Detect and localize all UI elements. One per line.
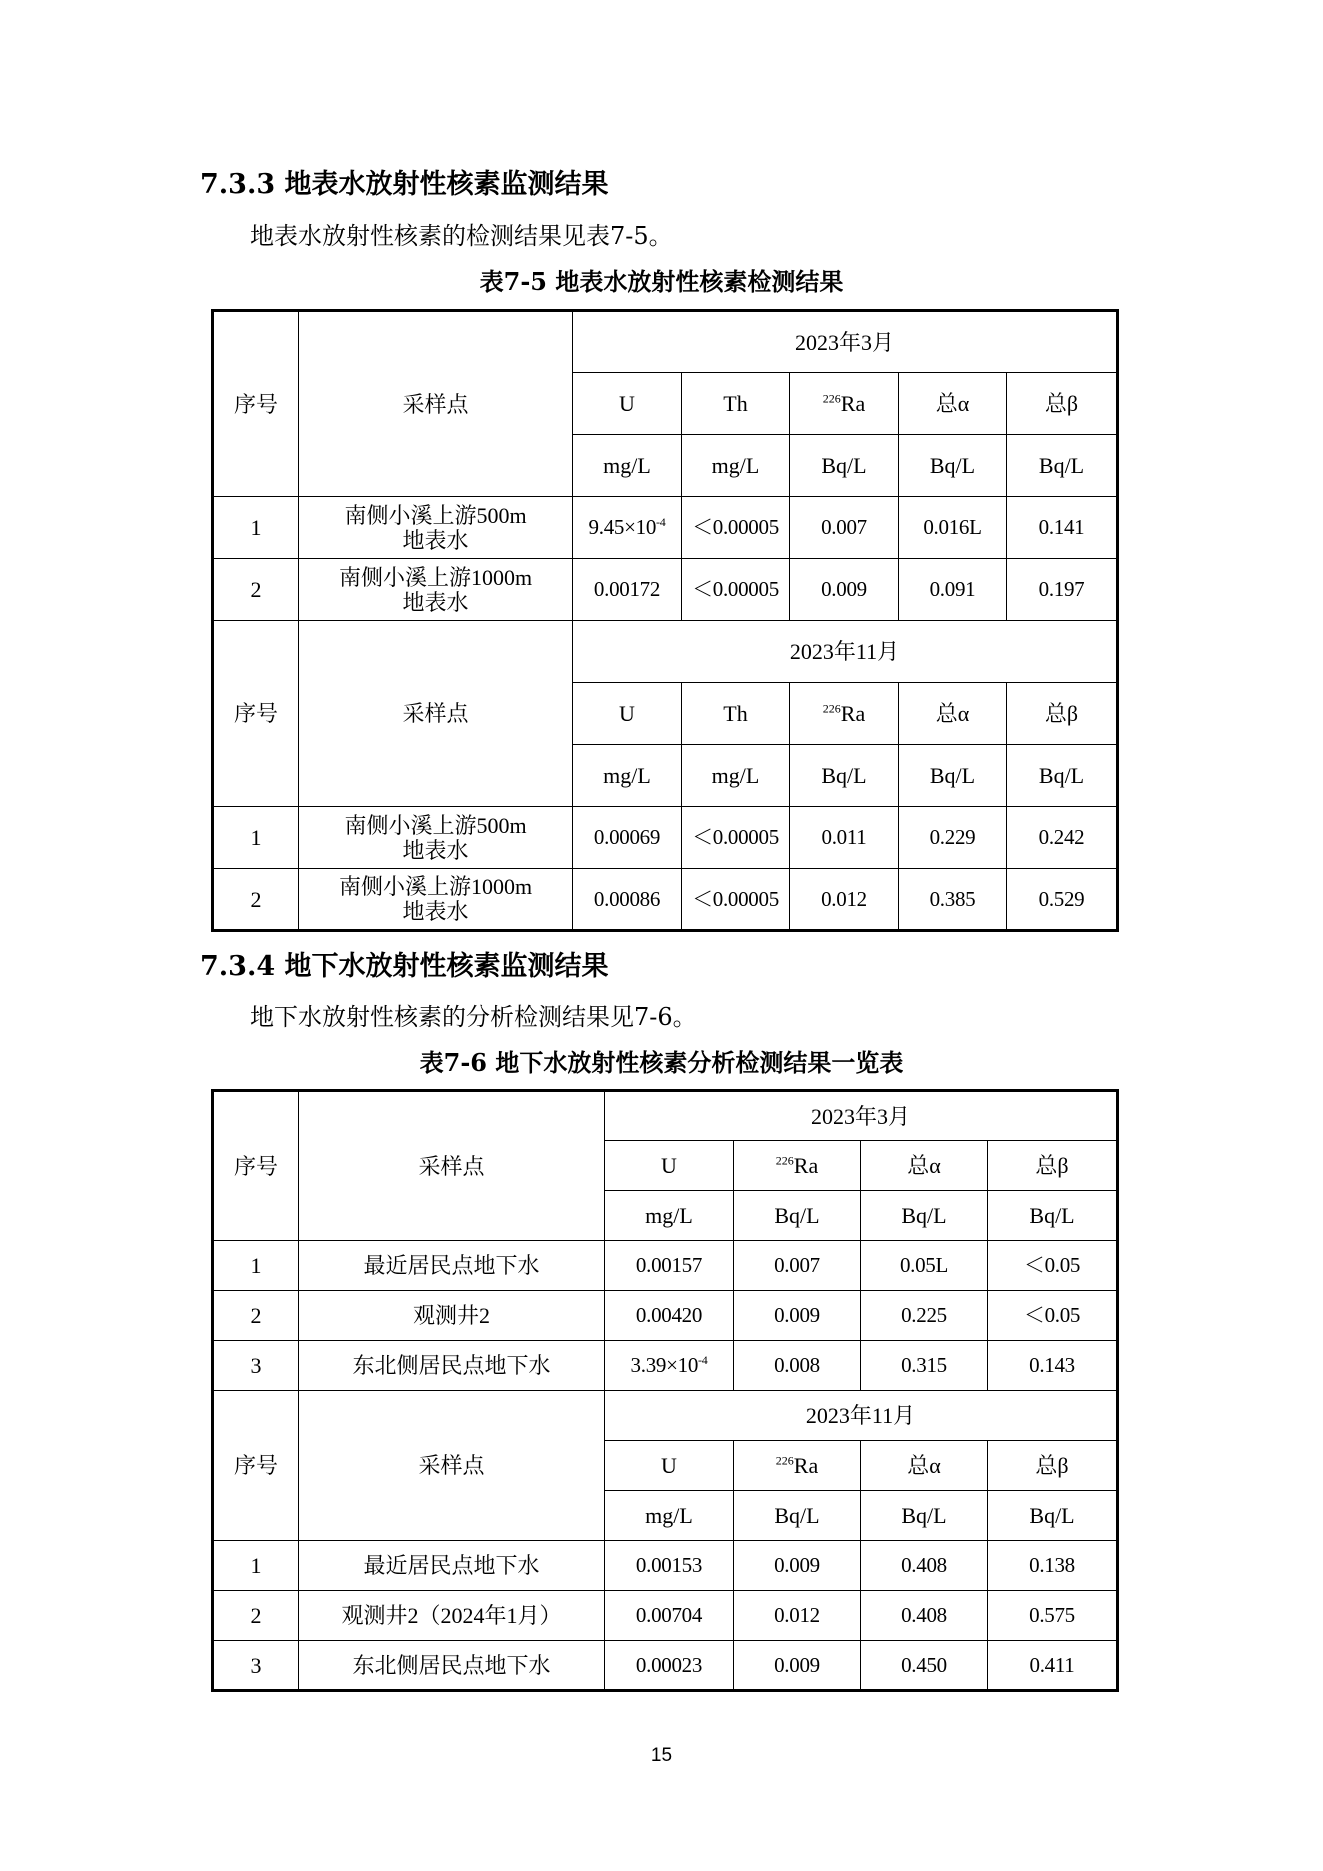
- nuclide-header: $^{226}$Ra: [734, 1441, 861, 1491]
- unit-header: Bq/L: [988, 1191, 1118, 1241]
- table-row: [213, 1291, 1118, 1341]
- sample-site: 东北侧居民点地下水: [299, 1341, 605, 1391]
- header-row-period: [213, 311, 1118, 373]
- unit-header: mg/L: [573, 435, 682, 497]
- value-cell: $9.45\times 10^{-4}$: [573, 497, 682, 559]
- value-cell: $3.39\times 10^{-4}$: [605, 1341, 734, 1391]
- col-header-no: 序号: [213, 621, 299, 807]
- period-header: 2023年11月: [605, 1391, 1118, 1441]
- nuclide-header: $^{226}$Ra: [790, 373, 899, 435]
- sample-site: 南侧小溪上游500m 地表水: [299, 497, 573, 559]
- value-cell: 0.408: [861, 1541, 988, 1591]
- row-number: 1: [213, 497, 299, 559]
- table-row: [213, 1591, 1118, 1641]
- value-cell: 0.009: [734, 1291, 861, 1341]
- table-row: [213, 1241, 1118, 1291]
- page-number: 15: [650, 1745, 673, 1766]
- unit-header: mg/L: [573, 745, 682, 807]
- nuclide-header: U: [605, 1441, 734, 1491]
- unit-header: Bq/L: [899, 435, 1007, 497]
- value-cell: 0.529: [1007, 869, 1118, 931]
- value-cell: 0.00704: [605, 1591, 734, 1641]
- mass-number: 226: [775, 1153, 794, 1168]
- section-heading-7-3-3: 7.3.3 地表水放射性核素监测结果: [200, 169, 609, 200]
- value-cell: 0.450: [861, 1641, 988, 1691]
- section-heading-7-3-4: 7.3.4 地下水放射性核素监测结果: [200, 951, 609, 982]
- row-number: 2: [213, 869, 299, 931]
- value-cell: 0.138: [988, 1541, 1118, 1591]
- table-caption-7-6: 表7-6 地下水放射性核素分析检测结果一览表: [419, 1048, 904, 1077]
- unit-header: Bq/L: [734, 1491, 861, 1541]
- value-cell: 0.575: [988, 1591, 1118, 1641]
- unit-header: mg/L: [682, 745, 790, 807]
- sample-site: 最近居民点地下水: [299, 1541, 605, 1591]
- nuclide-header: 总α: [899, 683, 1007, 745]
- table-row: [213, 1641, 1118, 1691]
- nuclide-header: U: [573, 373, 682, 435]
- value-cell: 0.00157: [605, 1241, 734, 1291]
- value-cell: 0.012: [790, 869, 899, 931]
- nuclide-header: 总β: [1007, 683, 1118, 745]
- header-row-period: [213, 1091, 1118, 1141]
- value-cell: 0.00086: [573, 869, 682, 931]
- value-cell: ＜0.00005: [682, 559, 790, 621]
- period-header: 2023年3月: [605, 1091, 1118, 1141]
- table-7-5: [211, 309, 1119, 932]
- nuclide-header: U: [573, 683, 682, 745]
- table-row: [213, 869, 1118, 931]
- exponent: -4: [698, 1353, 708, 1367]
- value-cell: 0.315: [861, 1341, 988, 1391]
- value-cell: 0.007: [734, 1241, 861, 1291]
- value-cell: 0.00172: [573, 559, 682, 621]
- nuclide-header: U: [605, 1141, 734, 1191]
- value-cell: ＜0.05: [988, 1241, 1118, 1291]
- value-cell: ＜0.00005: [682, 807, 790, 869]
- value-cell: 0.00023: [605, 1641, 734, 1691]
- unit-header: Bq/L: [734, 1191, 861, 1241]
- value-cell: ＜0.05: [988, 1291, 1118, 1341]
- table-row: [213, 559, 1118, 621]
- col-header-no: 序号: [213, 1091, 299, 1241]
- sample-site: 观测井2: [299, 1291, 605, 1341]
- value-cell: 0.009: [734, 1641, 861, 1691]
- row-number: 2: [213, 1591, 299, 1641]
- row-number: 1: [213, 1241, 299, 1291]
- row-number: 1: [213, 1541, 299, 1591]
- nuclide-header: 总α: [899, 373, 1007, 435]
- table-row: [213, 1541, 1118, 1591]
- unit-header: Bq/L: [790, 745, 899, 807]
- period-header: 2023年3月: [573, 311, 1118, 373]
- nuclide-header: 总α: [861, 1141, 988, 1191]
- table-row: [213, 497, 1118, 559]
- value-cell: 0.141: [1007, 497, 1118, 559]
- value-cell: 0.385: [899, 869, 1007, 931]
- unit-header: Bq/L: [988, 1491, 1118, 1541]
- value-cell: 0.009: [734, 1541, 861, 1591]
- unit-header: mg/L: [682, 435, 790, 497]
- nuclide-header: 总α: [861, 1441, 988, 1491]
- value-cell: 0.242: [1007, 807, 1118, 869]
- value-cell: 0.007: [790, 497, 899, 559]
- value-cell: 0.411: [988, 1641, 1118, 1691]
- nuclide-header: 总β: [988, 1141, 1118, 1191]
- header-row-period: [213, 621, 1118, 683]
- value-cell: 0.05L: [861, 1241, 988, 1291]
- table-row: [213, 807, 1118, 869]
- row-number: 2: [213, 1291, 299, 1341]
- sample-site: 南侧小溪上游1000m 地表水: [299, 869, 573, 931]
- section-intro-7-3-3: 地表水放射性核素的检测结果见表7-5。: [250, 222, 673, 250]
- nuclide-header: Th: [682, 683, 790, 745]
- value-cell: 0.229: [899, 807, 1007, 869]
- value-cell: 0.009: [790, 559, 899, 621]
- value-cell: 0.011: [790, 807, 899, 869]
- value-cell: 0.00153: [605, 1541, 734, 1591]
- sample-site: 南侧小溪上游1000m 地表水: [299, 559, 573, 621]
- value-cell: 0.408: [861, 1591, 988, 1641]
- nuclide-header: 总β: [988, 1441, 1118, 1491]
- row-number: 3: [213, 1641, 299, 1691]
- unit-header: Bq/L: [790, 435, 899, 497]
- sample-site: 南侧小溪上游500m 地表水: [299, 807, 573, 869]
- nuclide-header: $^{226}$Ra: [734, 1141, 861, 1191]
- table-caption-7-5: 表7-5 地表水放射性核素检测结果: [479, 267, 844, 296]
- value-cell: 0.225: [861, 1291, 988, 1341]
- col-header-no: 序号: [213, 1391, 299, 1541]
- unit-header: Bq/L: [1007, 435, 1118, 497]
- col-header-site: 采样点: [299, 311, 573, 497]
- col-header-no: 序号: [213, 311, 299, 497]
- value-cell: 0.008: [734, 1341, 861, 1391]
- period-header: 2023年11月: [573, 621, 1118, 683]
- unit-header: mg/L: [605, 1491, 734, 1541]
- col-header-site: 采样点: [299, 621, 573, 807]
- header-row-period: [213, 1391, 1118, 1441]
- value-cell: 0.00420: [605, 1291, 734, 1341]
- mass-number: 226: [775, 1453, 794, 1468]
- value-cell: ＜0.00005: [682, 497, 790, 559]
- sample-site: 观测井2（2024年1月）: [299, 1591, 605, 1641]
- sample-site: 最近居民点地下水: [299, 1241, 605, 1291]
- sample-site: 东北侧居民点地下水: [299, 1641, 605, 1691]
- nuclide-header: Th: [682, 373, 790, 435]
- nuclide-header: 总β: [1007, 373, 1118, 435]
- value-cell: 0.00069: [573, 807, 682, 869]
- unit-header: Bq/L: [1007, 745, 1118, 807]
- unit-header: Bq/L: [899, 745, 1007, 807]
- value-cell: 0.016L: [899, 497, 1007, 559]
- value-cell: ＜0.00005: [682, 869, 790, 931]
- row-number: 3: [213, 1341, 299, 1391]
- unit-header: Bq/L: [861, 1491, 988, 1541]
- value-cell: 0.091: [899, 559, 1007, 621]
- nuclide-header: $^{226}$Ra: [790, 683, 899, 745]
- col-header-site: 采样点: [299, 1391, 605, 1541]
- table-row: [213, 1341, 1118, 1391]
- value-cell: 0.143: [988, 1341, 1118, 1391]
- value-cell: 0.012: [734, 1591, 861, 1641]
- row-number: 2: [213, 559, 299, 621]
- unit-header: mg/L: [605, 1191, 734, 1241]
- mass-number: 226: [822, 701, 841, 716]
- section-intro-7-3-4: 地下水放射性核素的分析检测结果见7-6。: [250, 1003, 697, 1031]
- row-number: 1: [213, 807, 299, 869]
- table-7-6: [211, 1089, 1119, 1692]
- mass-number: 226: [822, 391, 841, 406]
- col-header-site: 采样点: [299, 1091, 605, 1241]
- value-cell: 0.197: [1007, 559, 1118, 621]
- exponent: -4: [656, 515, 666, 529]
- unit-header: Bq/L: [861, 1191, 988, 1241]
